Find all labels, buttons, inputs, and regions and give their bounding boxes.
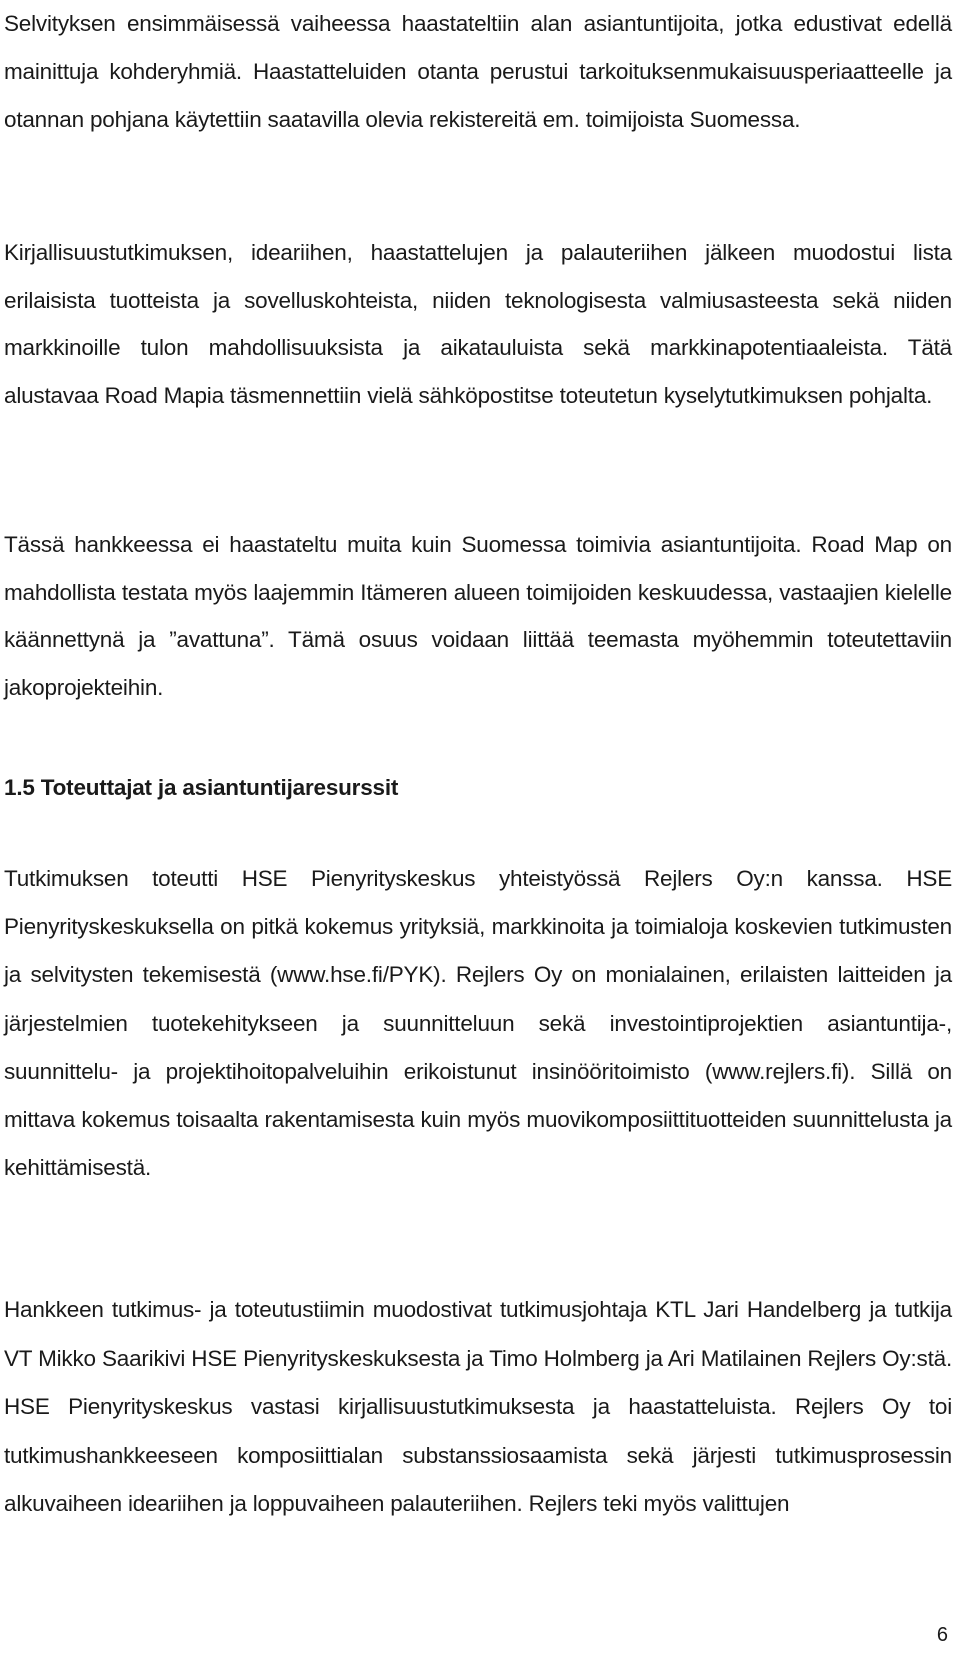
paragraph-scope: Tässä hankkeessa ei haastateltu muita kuin Suomessa toimivia asiantuntijoita. Road Map on mahdollista testata myös laajemmin Itämeren alueen toimijoiden keskuudessa, vastaajien kielelle käännettynä ja ”avattuna”. Tämä osuus voidaan liittää teemasta myöhemmin toteutettaviin jakoprojekteihin. [4, 532, 952, 700]
paragraph-interviews: Selvityksen ensimmäisessä vaiheessa haastateltiin alan asiantuntijoita, jotka edustivat edellä mainittuja kohderyhmiä. Haastatteluiden otanta perustui tarkoituksenmukaisuusperiaatteelle ja otannan pohjana käytettiin saatavilla olevia rekistereitä em. toimijoista Suomessa. [4, 11, 952, 132]
paragraph-road-map-formation: Kirjallisuustutkimuksen, ideariihen, haastattelujen ja palauteriihen jälkeen muodostui lista erilaisista tuotteista ja sovelluskohteista, niiden teknologisesta valmiusasteesta sekä niiden markkinoille tulon mahdollisuuksista ja aikatauluista sekä markkinapotentiaaleista. Tätä alustavaa Road Mapia täsmennettiin vielä sähköpostitse toteutetun kyselytutkimuksen pohjalta. [4, 240, 952, 408]
page-number: 6 [936, 1624, 948, 1646]
paragraph-implementers: Tutkimuksen toteutti HSE Pienyrityskeskus yhteistyössä Rejlers Oy:n kanssa. HSE Pienyrityskeskuksella on pitkä kokemus yrityksiä, markkinoita ja toimialoja koskevien tutkimusten ja selvitysten tekemisestä (www.hse.fi/PYK). Rejlers Oy on monialainen, erilaisten laitteiden ja järjestelmien tuotekehitykseen ja suunnitteluun sekä investointiprojektien asiantuntija-, suunnittelu- ja projektihoitopalveluihin erikoistunut insinööritoimisto (www.rejlers.fi). Sillä on mittava kokemus toisaalta rakentamisesta kuin myös muovikomposiittituotteiden suunnittelusta ja kehittämisestä. [4, 866, 952, 1181]
paragraph-team: Hankkeen tutkimus- ja toteutustiimin muodostivat tutkimusjohtaja KTL Jari Handelberg ja tutkija VT Mikko Saarikivi HSE Pienyrityskeskuksesta ja Timo Holmberg ja Ari Matilainen Rejlers Oy:stä. HSE Pienyrityskeskus vastasi kirjallisuustutkimuksesta ja haastatteluista. Rejlers Oy toi tutkimushankkeeseen komposiittialan substanssiosaamista sekä järjesti tutkimusprosessin alkuvaiheen ideariihen ja loppuvaiheen palauteriihen. Rejlers teki myös valittujen [4, 1297, 952, 1516]
section-heading: 1.5 Toteuttajat ja asiantuntijaresurssit [4, 775, 399, 800]
